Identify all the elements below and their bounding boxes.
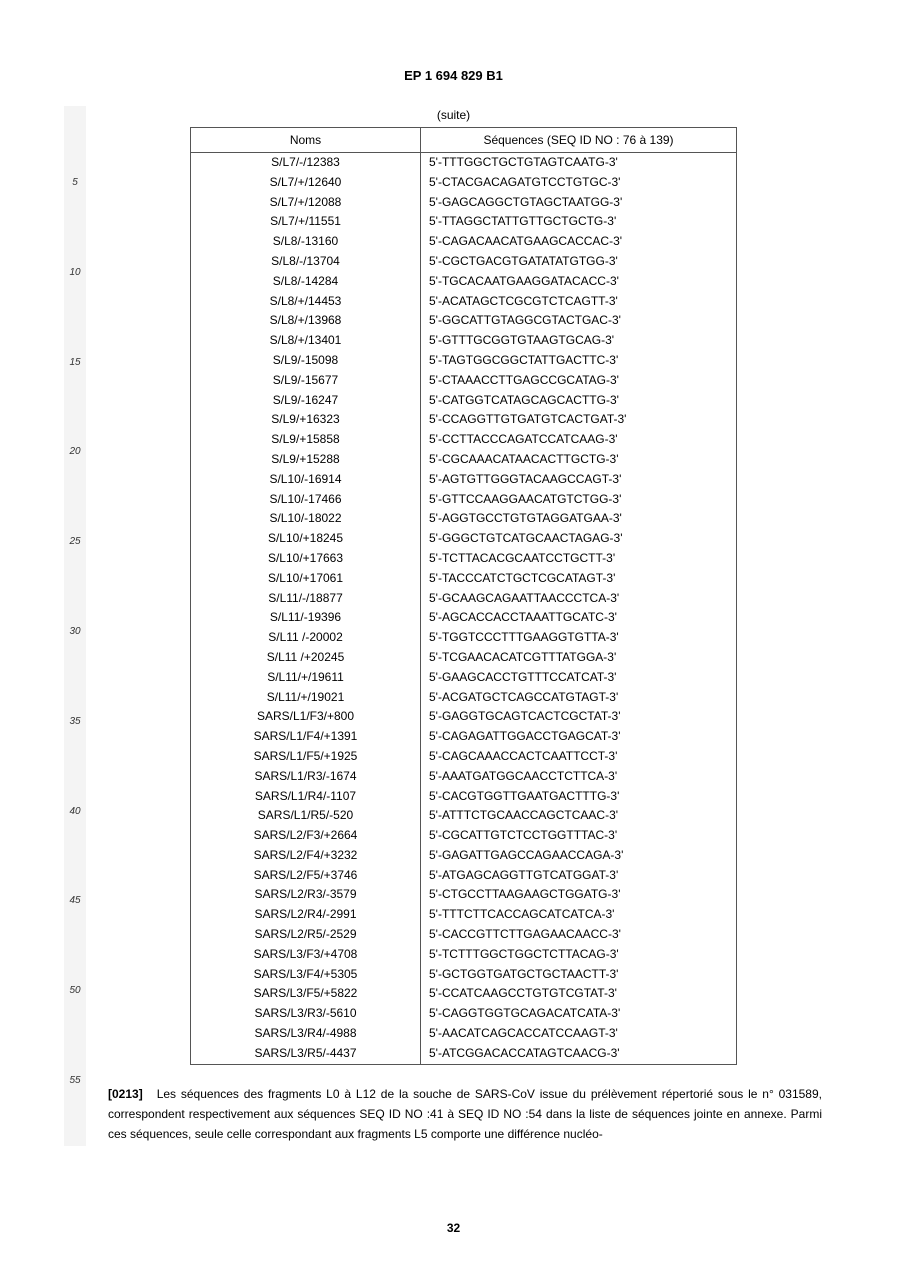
sequence-cell: 5'-TAGTGGCGGCTATTGACTTC-3': [421, 351, 737, 371]
sequence-cell: 5'-GGCATTGTAGGCGTACTGAC-3': [421, 311, 737, 331]
primer-name-cell: S/L8/+/13968: [191, 311, 421, 331]
table-row: [191, 391, 737, 411]
table-row: [191, 846, 737, 866]
primer-name-cell: S/L7/-/12383: [191, 153, 421, 173]
sequence-cell: 5'-TGCACAATGAAGGATACACC-3': [421, 272, 737, 292]
table-row: [191, 569, 737, 589]
margin-line-number: 45: [69, 895, 81, 907]
table-row: [191, 232, 737, 252]
sequence-cell: 5'-GAGGTGCAGTCACTCGCTAT-3': [421, 707, 737, 727]
sequence-cell: 5'-TCGAACACATCGTTTATGGA-3': [421, 648, 737, 668]
table-row: [191, 351, 737, 371]
margin-line-number: 50: [69, 985, 81, 997]
page-number: 32: [446, 1221, 461, 1235]
primer-name-cell: S/L8/-13160: [191, 232, 421, 252]
sequence-cell: 5'-CAGAGATTGGACCTGAGCAT-3': [421, 727, 737, 747]
table-row: [191, 767, 737, 787]
sequence-cell: 5'-ATTTCTGCAACCAGCTCAAC-3': [421, 806, 737, 826]
primer-name-cell: S/L8/+/13401: [191, 331, 421, 351]
sequence-cell: 5'-TTTCTTCACCAGCATCATCA-3': [421, 905, 737, 925]
table-row: [191, 410, 737, 430]
table-row: [191, 1024, 737, 1044]
sequence-cell: 5'-CGCAAACATAACACTTGCTG-3': [421, 450, 737, 470]
sequence-cell: 5'-GAGATTGAGCCAGAACCAGA-3': [421, 846, 737, 866]
sequence-cell: 5'-CAGACAACATGAAGCACCAC-3': [421, 232, 737, 252]
primer-name-cell: SARS/L3/R4/-4988: [191, 1024, 421, 1044]
sequence-cell: 5'-AGGTGCCTGTGTAGGATGAA-3': [421, 509, 737, 529]
table-row: [191, 787, 737, 807]
sequence-cell: 5'-CTACGACAGATGTCCTGTGC-3': [421, 173, 737, 193]
sequence-cell: 5'-GAGCAGGCTGTAGCTAATGG-3': [421, 193, 737, 213]
table-row: [191, 747, 737, 767]
sequence-cell: 5'-GAAGCACCTGTTTCCATCAT-3': [421, 668, 737, 688]
primer-name-cell: SARS/L2/F5/+3746: [191, 866, 421, 886]
table-row: [191, 945, 737, 965]
margin-line-number: 55: [69, 1075, 81, 1086]
sequence-cell: 5'-CGCTGACGTGATATATGTGG-3': [421, 252, 737, 272]
primer-name-cell: S/L11 /+20245: [191, 648, 421, 668]
primer-name-cell: S/L10/-16914: [191, 470, 421, 490]
primer-name-cell: S/L11/+/19611: [191, 668, 421, 688]
table-row: [191, 272, 737, 292]
table-row: [191, 212, 737, 232]
table-row: [191, 311, 737, 331]
sequence-cell: 5'-AGTGTTGGGTACAAGCCAGT-3': [421, 470, 737, 490]
sequence-cell: 5'-ATGAGCAGGTTGTCATGGAT-3': [421, 866, 737, 886]
paragraph-text: Les séquences des fragments L0 à L12 de la souche de SARS-CoV issue du prélèvement répertorié sous le n° 031589, correspondent respectivement aux séquences SEQ ID NO :41 à SEQ ID NO :54 dans la liste de séquences jointe en annexe. Parmi ces séquences, seule celle correspondant aux fragments L5 comporte une différence nucléo-: [108, 1087, 822, 1141]
primer-name-cell: S/L8/-/13704: [191, 252, 421, 272]
table-row: [191, 806, 737, 826]
primer-name-cell: S/L9/-16247: [191, 391, 421, 411]
sequence-cell: 5'-CCATCAAGCCTGTGTCGTAT-3': [421, 984, 737, 1004]
margin-line-number: 35: [69, 715, 81, 727]
table-row: [191, 331, 737, 351]
primer-name-cell: SARS/L1/R4/-1107: [191, 787, 421, 807]
sequence-cell: 5'-TCTTACACGCAATCCTGCTT-3': [421, 549, 737, 569]
primer-name-cell: S/L7/+/11551: [191, 212, 421, 232]
table-row: [191, 450, 737, 470]
table-row: [191, 648, 737, 668]
table-row: [191, 905, 737, 925]
primer-name-cell: SARS/L1/R3/-1674: [191, 767, 421, 787]
sequence-cell: 5'-GCAAGCAGAATTAACCCTCA-3': [421, 589, 737, 609]
primer-name-cell: S/L7/+/12640: [191, 173, 421, 193]
primer-name-cell: S/L10/+17663: [191, 549, 421, 569]
sequence-cell: 5'-CACGTGGTTGAATGACTTTG-3': [421, 787, 737, 807]
margin-line-number: 30: [69, 626, 81, 637]
margin-line-number: 40: [69, 805, 81, 817]
table-row: [191, 509, 737, 529]
sequence-cell: 5'-ACATAGCTCGCGTCTCAGTT-3': [421, 292, 737, 312]
sequence-cell: 5'-AACATCAGCACCATCCAAGT-3': [421, 1024, 737, 1044]
primer-name-cell: S/L10/+17061: [191, 569, 421, 589]
primer-name-cell: S/L10/+18245: [191, 529, 421, 549]
sequence-cell: 5'-CAGGTGGTGCAGACATCATA-3': [421, 1004, 737, 1024]
margin-line-number: 20: [69, 446, 81, 458]
margin-line-number: 5: [72, 177, 78, 188]
table-row: [191, 608, 737, 628]
table-row: [191, 470, 737, 490]
sequence-cell: 5'-TGGTCCCTTTGAAGGTGTTA-3': [421, 628, 737, 648]
primer-name-cell: SARS/L3/F4/+5305: [191, 965, 421, 985]
table-row: [191, 371, 737, 391]
primer-name-cell: SARS/L2/R5/-2529: [191, 925, 421, 945]
continuation-label: (suite): [436, 108, 471, 122]
table-row: [191, 628, 737, 648]
primer-name-cell: S/L7/+/12088: [191, 193, 421, 213]
column-header-names: Noms: [191, 128, 421, 153]
sequence-cell: 5'-GGGCTGTCATGCAACTAGAG-3': [421, 529, 737, 549]
table-row: [191, 727, 737, 747]
sequence-cell: 5'-TTTGGCTGCTGTAGTCAATG-3': [421, 153, 737, 173]
table-row: [191, 866, 737, 886]
table-row: [191, 529, 737, 549]
sequence-cell: 5'-CATGGTCATAGCAGCACTTG-3': [421, 391, 737, 411]
sequence-cell: 5'-AAATGATGGCAACCTCTTCA-3': [421, 767, 737, 787]
primer-name-cell: S/L9/+16323: [191, 410, 421, 430]
table-row: [191, 193, 737, 213]
table-row: [191, 252, 737, 272]
primer-name-cell: SARS/L2/F3/+2664: [191, 826, 421, 846]
table-row: [191, 589, 737, 609]
paragraph-number: [0213]: [108, 1087, 143, 1101]
primer-name-cell: SARS/L1/F4/+1391: [191, 727, 421, 747]
primer-name-cell: S/L10/-18022: [191, 509, 421, 529]
primer-name-cell: SARS/L1/R5/-520: [191, 806, 421, 826]
table-row: [191, 885, 737, 905]
primer-name-cell: SARS/L3/F3/+4708: [191, 945, 421, 965]
sequence-cell: 5'-GTTTGCGGTGTAAGTGCAG-3': [421, 331, 737, 351]
sequence-cell: 5'-ATCGGACACCATAGTCAACG-3': [421, 1044, 737, 1064]
primer-name-cell: SARS/L2/R4/-2991: [191, 905, 421, 925]
primer-name-cell: S/L11 /-20002: [191, 628, 421, 648]
sequence-cell: 5'-TCTTTGGCTGGCTCTTACAG-3': [421, 945, 737, 965]
sequence-table: [190, 127, 737, 1065]
table-row: [191, 965, 737, 985]
primer-name-cell: SARS/L2/F4/+3232: [191, 846, 421, 866]
paragraph-0213: [108, 1084, 822, 1144]
table-row: [191, 668, 737, 688]
table-body: [191, 153, 737, 1065]
document-header: EP 1 694 829 B1: [404, 68, 503, 83]
table-row: [191, 688, 737, 708]
primer-name-cell: S/L10/-17466: [191, 490, 421, 510]
primer-name-cell: SARS/L3/R5/-4437: [191, 1044, 421, 1064]
sequence-cell: 5'-AGCACCACCTAAATTGCATC-3': [421, 608, 737, 628]
primer-name-cell: S/L9/+15858: [191, 430, 421, 450]
sequence-cell: 5'-CCAGGTTGTGATGTCACTGAT-3': [421, 410, 737, 430]
table-row: [191, 1004, 737, 1024]
sequence-cell: 5'-TACCCATCTGCTCGCATAGT-3': [421, 569, 737, 589]
sequence-cell: 5'-GTTCCAAGGAACATGTCTGG-3': [421, 490, 737, 510]
table-row: [191, 707, 737, 727]
margin-line-number: 25: [69, 536, 81, 548]
primer-name-cell: S/L8/-14284: [191, 272, 421, 292]
primer-name-cell: SARS/L3/F5/+5822: [191, 984, 421, 1004]
table-row: [191, 549, 737, 569]
sequence-cell: 5'-TTAGGCTATTGTTGCTGCTG-3': [421, 212, 737, 232]
primer-name-cell: SARS/L1/F5/+1925: [191, 747, 421, 767]
table-row: [191, 153, 737, 173]
column-header-sequences: Séquences (SEQ ID NO : 76 à 139): [421, 128, 737, 153]
table-row: [191, 826, 737, 846]
sequence-cell: 5'-CTGCCTTAAGAAGCTGGATG-3': [421, 885, 737, 905]
sequence-cell: 5'-CTAAACCTTGAGCCGCATAG-3': [421, 371, 737, 391]
primer-name-cell: S/L11/-19396: [191, 608, 421, 628]
table-row: [191, 1044, 737, 1064]
primer-name-cell: S/L9/-15677: [191, 371, 421, 391]
primer-name-cell: SARS/L3/R3/-5610: [191, 1004, 421, 1024]
primer-name-cell: S/L11/+/19021: [191, 688, 421, 708]
margin-line-number: 15: [69, 356, 81, 368]
sequence-cell: 5'-CCTTACCCAGATCCATCAAG-3': [421, 430, 737, 450]
table-row: [191, 984, 737, 1004]
sequence-cell: 5'-CAGCAAACCACTCAATTCCT-3': [421, 747, 737, 767]
table-row: [191, 490, 737, 510]
primer-name-cell: S/L11/-/18877: [191, 589, 421, 609]
primer-name-cell: SARS/L2/R3/-3579: [191, 885, 421, 905]
table-row: [191, 925, 737, 945]
primer-name-cell: SARS/L1/F3/+800: [191, 707, 421, 727]
table-row: [191, 292, 737, 312]
sequence-cell: 5'-CACCGTTCTTGAGAACAACC-3': [421, 925, 737, 945]
sequence-cell: 5'-CGCATTGTCTCCTGGTTTAC-3': [421, 826, 737, 846]
sequence-cell: 5'-ACGATGCTCAGCCATGTAGT-3': [421, 688, 737, 708]
margin-line-number: 10: [69, 266, 81, 278]
primer-name-cell: S/L9/-15098: [191, 351, 421, 371]
table-header-row: [191, 128, 737, 153]
table-row: [191, 430, 737, 450]
primer-name-cell: S/L9/+15288: [191, 450, 421, 470]
table-row: [191, 173, 737, 193]
primer-name-cell: S/L8/+/14453: [191, 292, 421, 312]
sequence-cell: 5'-GCTGGTGATGCTGCTAACTT-3': [421, 965, 737, 985]
